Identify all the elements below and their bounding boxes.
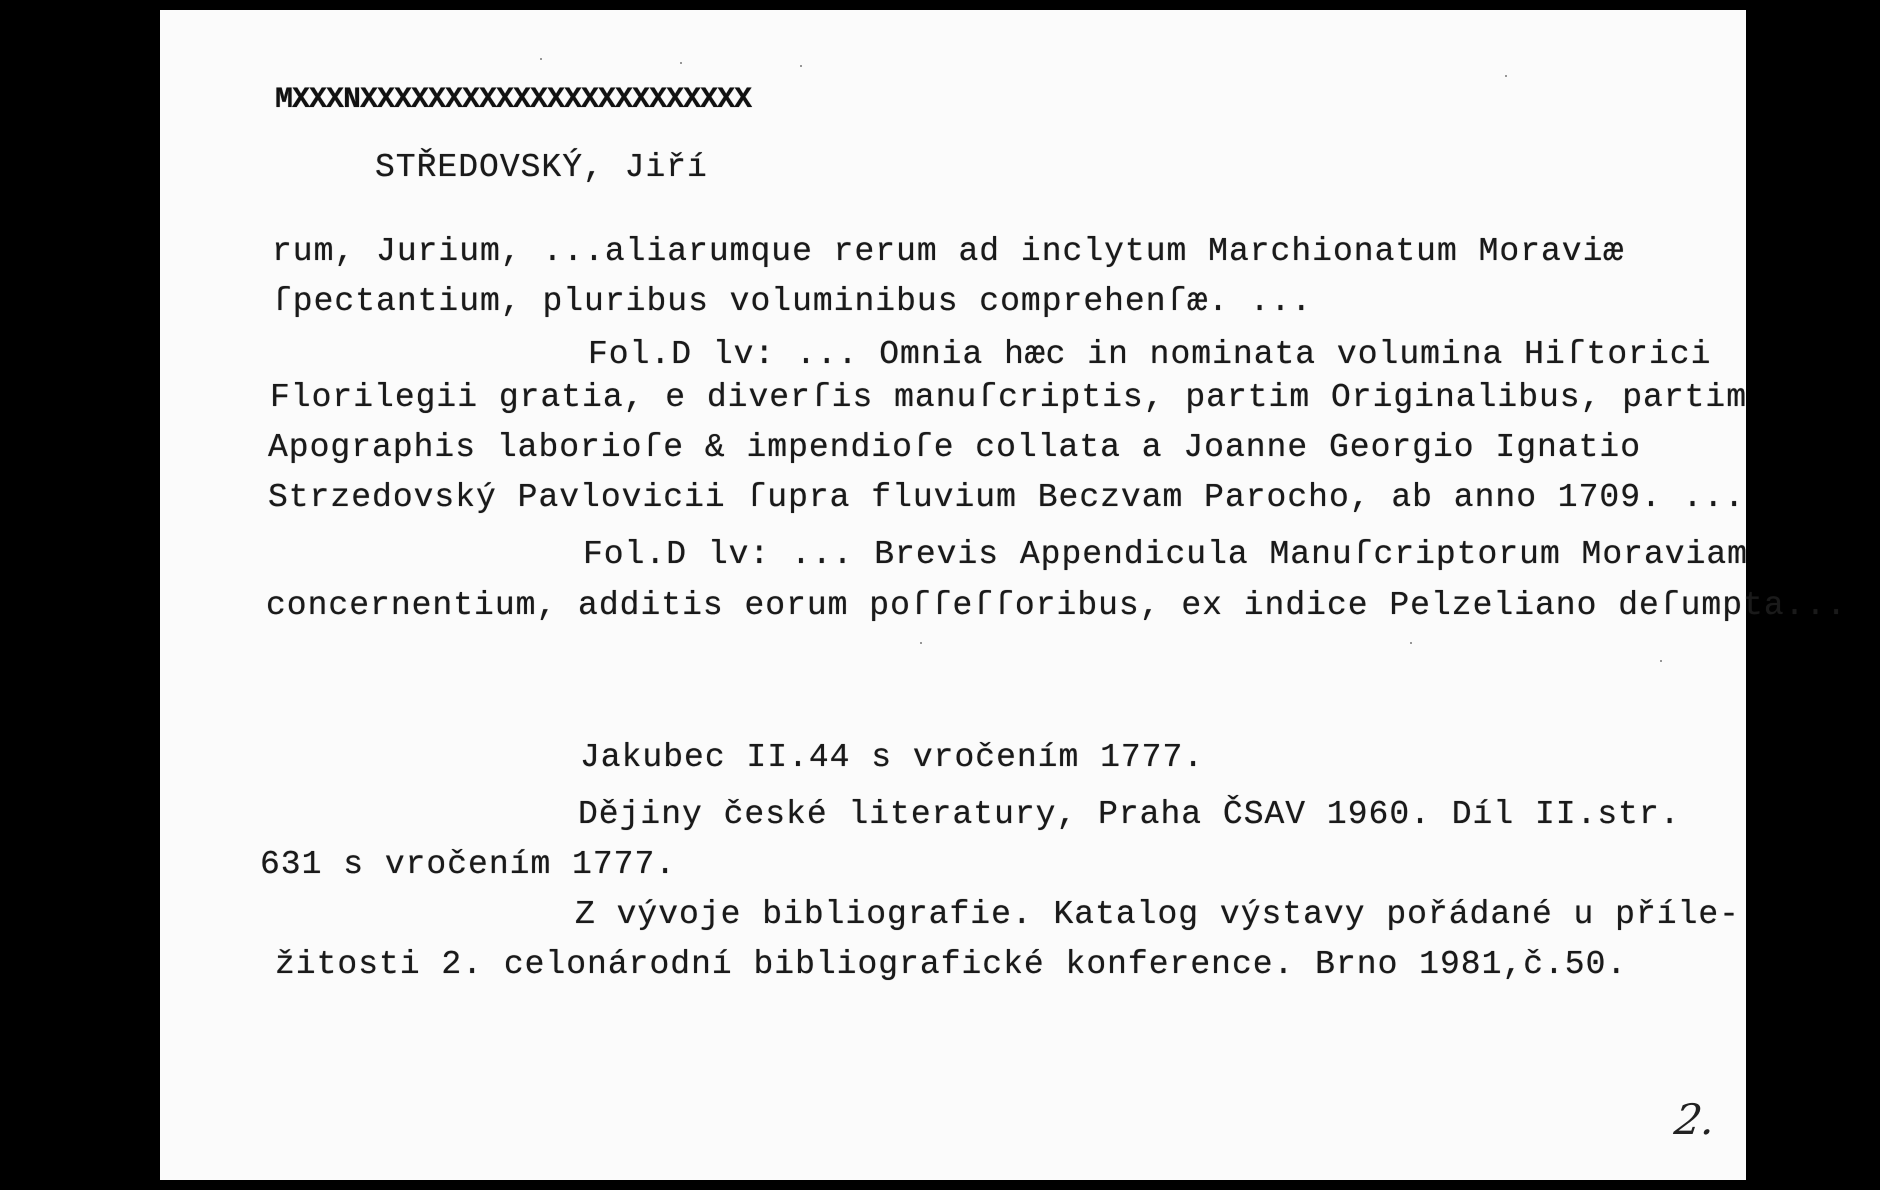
text-line: rum, Jurium, ...aliarumque rerum ad inclytum Marchionatum Moraviæ <box>272 233 1625 270</box>
scan-speck <box>1505 75 1507 77</box>
text-line: žitosti 2. celonárodní bibliografické konference. Brno 1981,č.50. <box>275 946 1628 983</box>
text-line: Fol.D lv: ... Omnia hæc in nominata volumina Hiſtorici <box>588 336 1712 373</box>
text-line: ſpectantium, pluribus voluminibus comprehenſæ. ... <box>272 283 1313 320</box>
text-line: Z vývoje bibliografie. Katalog výstavy pořádané u příle- <box>575 896 1740 933</box>
scan-speck <box>1410 642 1412 644</box>
page-number: 2. <box>1671 1095 1719 1144</box>
scan-speck <box>920 642 922 644</box>
text-line: concernentium, additis eorum poſſeſſoribus, ex indice Pelzeliano deſumpta... <box>266 587 1848 624</box>
text-line: Fol.D lv: ... Brevis Appendicula Manuſcriptorum Moraviam <box>583 536 1748 573</box>
scan-speck <box>680 62 682 64</box>
text-line: Jakubec II.44 s vročením 1777. <box>580 739 1205 776</box>
text-line: Strzedovský Pavlovicii ſupra fluvium Beczvam Parocho, ab anno 1709. ... <box>268 479 1746 516</box>
struck-out-line: MXXXNXXXXXXXXXXXXXXXXXXXXXXX <box>275 83 752 117</box>
scan-speck <box>540 58 542 60</box>
card-heading: STŘEDOVSKÝ, Jiří <box>375 149 708 186</box>
text-line: 631 s vročením 1777. <box>260 846 677 883</box>
text-line: Apographis laborioſe & impendioſe collata a Joanne Georgio Ignatio <box>268 429 1642 466</box>
catalog-card <box>160 10 1848 1180</box>
text-line: Dějiny české literatury, Praha ČSAV 1960. Díl II.str. <box>578 796 1681 833</box>
scan-speck <box>1660 660 1662 662</box>
text-line: Florilegii gratia, e diverſis manuſcriptis, partim Originalibus, partim <box>270 379 1748 416</box>
scan-speck <box>800 65 802 67</box>
